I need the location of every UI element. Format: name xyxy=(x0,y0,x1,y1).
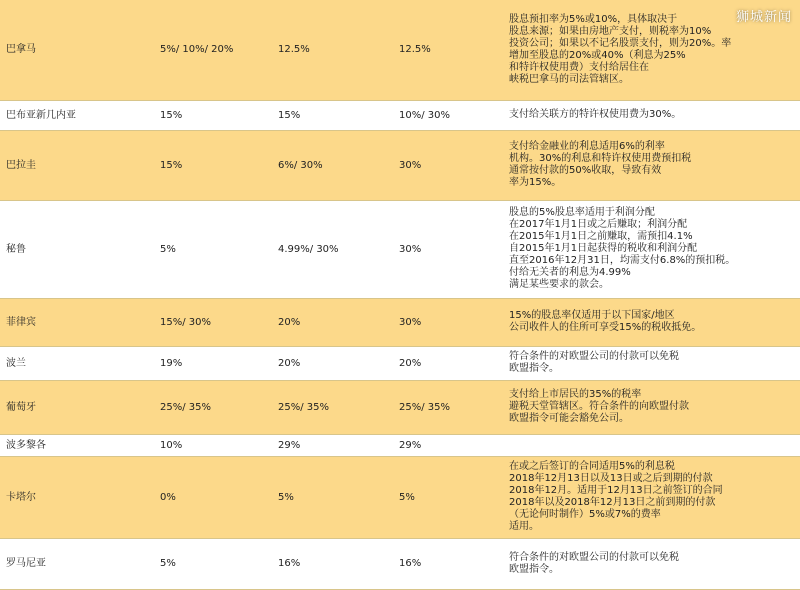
watermark-text: 狮城新闻 xyxy=(735,10,792,25)
note-cell: 支付给关联方的特许权使用费为30%。 xyxy=(497,100,800,130)
dividend-rate-cell: 25%/ 35% xyxy=(154,380,272,434)
royalty-rate-cell: 20% xyxy=(393,346,497,380)
table-row xyxy=(0,200,800,298)
country-cell: 秘鲁 xyxy=(0,200,154,298)
interest-rate-cell: 6%/ 30% xyxy=(272,130,393,200)
table-row xyxy=(0,456,800,538)
table-row xyxy=(0,346,800,380)
country-cell: 菲律宾 xyxy=(0,298,154,346)
table-row xyxy=(0,298,800,346)
country-cell: 巴布亚新几内亚 xyxy=(0,100,154,130)
interest-rate-cell: 4.99%/ 30% xyxy=(272,200,393,298)
royalty-rate-cell: 30% xyxy=(393,298,497,346)
note-cell: 支付给上市居民的35%的税率 避税天堂管辖区。符合条件的向欧盟付款 欧盟指令可能会豁免公司。 xyxy=(497,380,800,434)
royalty-rate-cell: 29% xyxy=(393,434,497,456)
dividend-rate-cell: 15% xyxy=(154,100,272,130)
table-row xyxy=(0,130,800,200)
table-row xyxy=(0,0,800,100)
interest-rate-cell: 16% xyxy=(272,538,393,589)
country-cell: 卡塔尔 xyxy=(0,456,154,538)
note-cell: 支付给金融业的利息适用6%的利率 机构。30%的利息和特许权使用费预扣税 通常按付款的50%收取，导致有效 率为15%。 xyxy=(497,130,800,200)
country-cell: 波兰 xyxy=(0,346,154,380)
dividend-rate-cell: 0% xyxy=(154,456,272,538)
note-cell: 15%的股息率仅适用于以下国家/地区 公司收件人的住所可享受15%的税收抵免。 xyxy=(497,298,800,346)
royalty-rate-cell: 30% xyxy=(393,200,497,298)
country-cell: 巴拉圭 xyxy=(0,130,154,200)
note-cell: 股息预扣率为5%或10%，具体取决于 股息来源；如果由房地产支付，则税率为10% 投资公司；如果以不记名股票支付，则为20%。率 增加至股息的20%或40%（利息为25% 和特许权使用费）支付给居住在 峡税巴拿马的司法管辖区。 xyxy=(497,0,800,100)
table-row xyxy=(0,434,800,456)
country-cell: 巴拿马 xyxy=(0,0,154,100)
dividend-rate-cell: 10% xyxy=(154,434,272,456)
royalty-rate-cell: 12.5% xyxy=(393,0,497,100)
note-cell: 股息的5%股息率适用于利润分配 在2017年1月1日或之后赚取；利润分配 在2015年1月1日之前赚取，需预扣4.1% 自2015年1月1日起获得的税收和利润分配 直至2016年12月31日，均需支付6.8%的预扣税。 付给无关者的利息为4.99% 满足某些要求的款会。 xyxy=(497,200,800,298)
interest-rate-cell: 25%/ 35% xyxy=(272,380,393,434)
dividend-rate-cell: 19% xyxy=(154,346,272,380)
royalty-rate-cell: 16% xyxy=(393,538,497,589)
dividend-rate-cell: 5%/ 10%/ 20% xyxy=(154,0,272,100)
country-cell: 波多黎各 xyxy=(0,434,154,456)
country-cell: 罗马尼亚 xyxy=(0,538,154,589)
table-row xyxy=(0,100,800,130)
note-cell: 符合条件的对欧盟公司的付款可以免税 欧盟指令。 xyxy=(497,538,800,589)
note-cell: 符合条件的对欧盟公司的付款可以免税 欧盟指令。 xyxy=(497,346,800,380)
country-cell: 葡萄牙 xyxy=(0,380,154,434)
interest-rate-cell: 20% xyxy=(272,298,393,346)
royalty-rate-cell: 25%/ 35% xyxy=(393,380,497,434)
interest-rate-cell: 29% xyxy=(272,434,393,456)
royalty-rate-cell: 10%/ 30% xyxy=(393,100,497,130)
interest-rate-cell: 12.5% xyxy=(272,0,393,100)
interest-rate-cell: 20% xyxy=(272,346,393,380)
interest-rate-cell: 5% xyxy=(272,456,393,538)
royalty-rate-cell: 5% xyxy=(393,456,497,538)
note-cell: 在或之后签订的合同适用5%的利息税 2018年12月13日以及13日或之后到期的付款 2018年12月。适用于12月13日之前签订的合同 2018年以及2018年12月13日之前到期的付款 （无论何时制作）5%或7%的费率 适用。 xyxy=(497,456,800,538)
note-cell xyxy=(497,434,800,456)
dividend-rate-cell: 15% xyxy=(154,130,272,200)
dividend-rate-cell: 5% xyxy=(154,200,272,298)
dividend-rate-cell: 5% xyxy=(154,538,272,589)
royalty-rate-cell: 30% xyxy=(393,130,497,200)
dividend-rate-cell: 15%/ 30% xyxy=(154,298,272,346)
table-row xyxy=(0,538,800,589)
interest-rate-cell: 15% xyxy=(272,100,393,130)
table-row xyxy=(0,380,800,434)
